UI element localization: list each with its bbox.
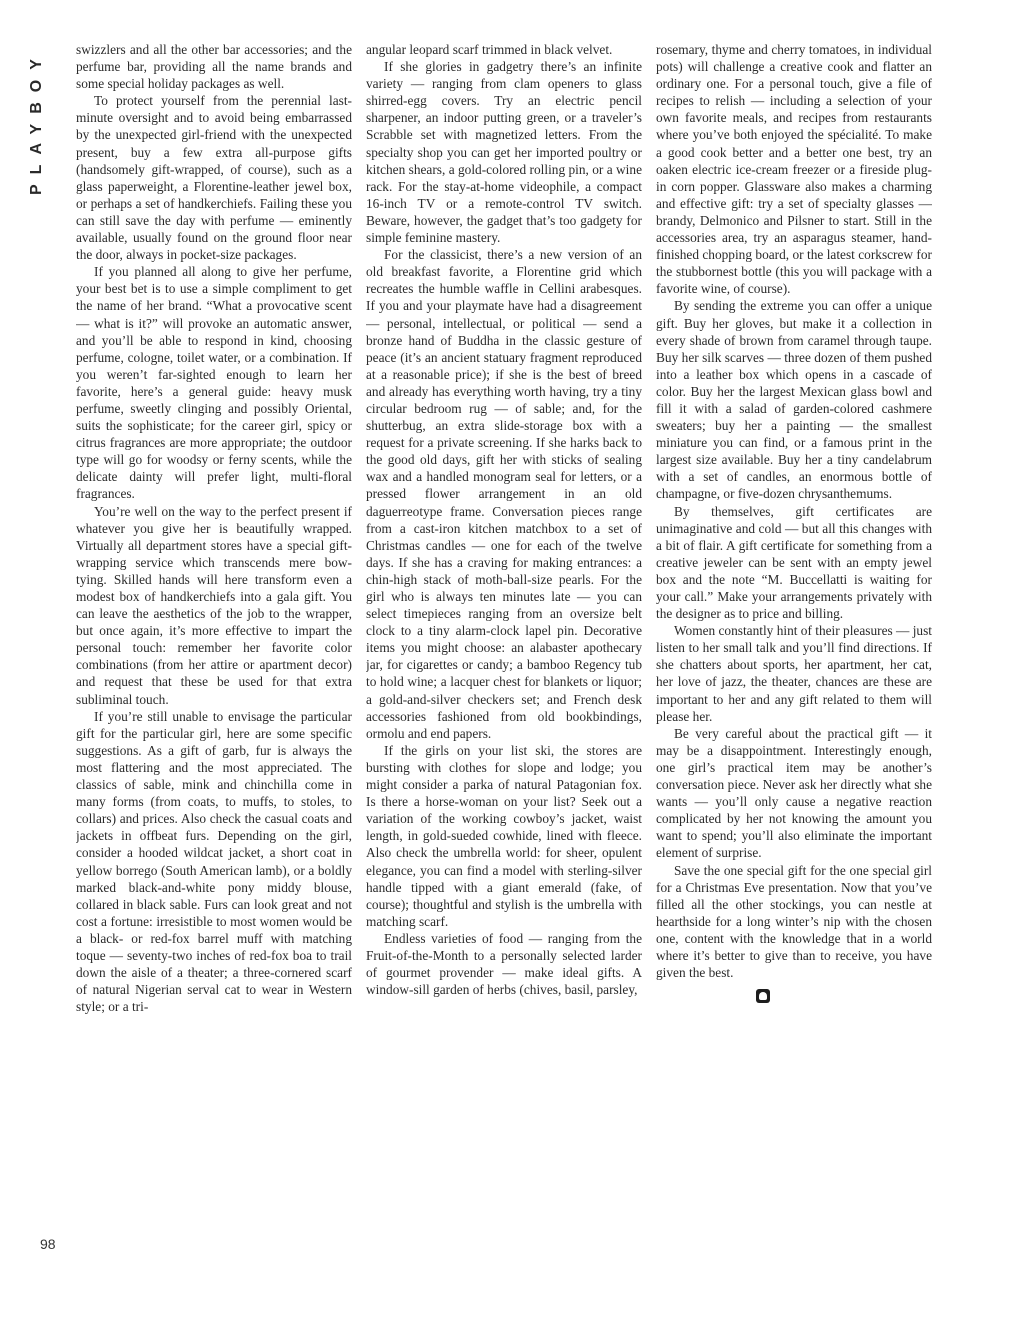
text-column-1 — [76, 41, 352, 1266]
paragraph: rosemary, thyme and cherry tomatoes, in individual pots) will challenge a creative cook and flatter an ordinary one. For a personal touch, give a file of recipes to relish — including a selection of your own favorite meals, and recipes from restaurants where you’ve both enjoyed the spécialité. To make a good cook better and a better one best, try an oaken electric ice-cream freezer or a fireside plug-in corn popper. Glassware also makes a charming and effective gift: try a set of specialty glasses — brandy, Delmonico and Pilsner to start. Still in the accessories area, try an asparagus steamer, hand-finished chopping board, or the latest corkscrew for the stubbornest bottle (this you will package with a favorite wine, of course). — [656, 42, 932, 297]
paragraph: angular leopard scarf trimmed in black velvet. — [366, 42, 613, 57]
paragraph: Save the one special gift for the one special girl for a Christmas Eve presentation. Now that you’ve filled all the other stockings, you can nestle at hearthside for a long winter’s nip with the chosen one, content with the knowledge that in a world where it’s better to give than to receive, you have given the best. — [656, 862, 932, 981]
masthead — [28, 40, 58, 210]
paragraph: For the classicist, there’s a new version of an old breakfast favorite, a Florentine grid which recreates the humble waffle in Cellini arabesques. If you and your playmate have had a disagreement — personal, intellectual, or political — send a bronze hand of Buddha in the classic gesture of peace (it’s an ancient statuary fragment reproduced at a reasonable price); if she is the best of breed and already has everything worth having, try a tiny circular bedroom rug — of sable; and, for the shutterbug, an extra slide-storage box with a request for a private screening. If she harks back to the good old days, gift her with sticks of sealing wax and a handled monogram seal for letters, or a pressed flower arrangement in an old daguerreotype frame. Conversation pieces range from a cast-iron kitchen matchbox to a set of Christmas candles — one for each of the twelve days. If she has a craving for making entrances: a chin-high stack of moth-ball-size pearls. For the girl who is always ten minutes late — you can select timepieces ranging from an oversize belt clock to a tiny alarm-clock lapel pin. Decorative items you might choose: an alabaster apothecary jar, for cigarettes or candy; a bamboo Regency tub to hold wine; a lacquer chest for blankets or liquor; a gold-and-silver checkers set; and French desk accessories fashioned from old bookbindings, ormolu and end papers. — [366, 247, 642, 741]
paragraph: You’re well on the way to the perfect present if whatever you give her is beautifully wrapped. Virtually all department stores have a special gift-wrapping service which transcends mere bow-tying. Skilled hands will here transform even a modest box of handkerchiefs into a gala gift. You can leave the aesthetics of the job to the wrapper, but once again, it’s more effective to impart the personal touch: remember her favorite color combinations (from her attire or apartment decor) and request that these be used for that extra subliminal touch. — [76, 503, 352, 707]
paragraph: To protect yourself from the perennial last-minute oversight and to avoid being embarrassed by the unexpected girl-friend with the unexpected present, buy a few extra all-purpose gifts (handsomely gift-wrapped, of course), such as a glass paperweight, a Florentine-leather jewel box, or perhaps a set of handkerchiefs. Failing these you can still save the day with perfume — eminently available, usually found on the ground floor near the door, always in pocket-size packages. — [76, 93, 352, 263]
paragraph: Women constantly hint of their pleasures — just listen to her small talk and you’ll find directions. If she chatters about sports, her apartment, her cat, her love of jazz, the theater, chances are these are important to her and any gift related to them will please her. — [656, 623, 932, 724]
text-column-3 — [656, 41, 932, 1266]
paragraph: If she glories in gadgetry there’s an infinite variety — ranging from clam openers to glass shirred-egg covers. Try an electric pencil sharpener, an indoor putting green, or a traveler’s Scrabble set with magnetized letters. From the specialty shop you can get her imported poultry or kitchen shears, a gold-colored rolling pin, or a wine rack. For the stay-at-home videophile, a compact 16-inch TV or a remote-control TV switch. Beware, however, the gadget that’s too gadgety for simple feminine mastery. — [366, 59, 642, 246]
masthead-title: PLAYBOY — [28, 49, 45, 195]
text-column-2 — [366, 41, 642, 1266]
paragraph: If you’re still unable to envisage the particular gift for the particular girl, here are some specific suggestions. As a gift of garb, fur is always the most flattering and the most appreciated. The classics of sable, mink and chinchilla come in many forms (from coats, to muffs, to stoles, to collars) and prices. Also check the casual coats and jackets in offbeat furs. Depending on the girl, consider a hooded wildcat jacket, a short coat in yellow borrego (South American lamb), or a boldly marked black-and-white pony middy blouse, collared in black sable. Furs can look great and not cost a fortune: irresistible to most women would be a black- or red-fox barrel muff with matching toque — seventy-two inches of red-fox boa to trail down the aisle of a theater; a three-cornered scarf of natural Nigerian serval cat to wear in Western style; or a tri- — [76, 708, 352, 1015]
end-mark-icon — [756, 989, 770, 1003]
paragraph: By sending the extreme you can offer a unique gift. Buy her gloves, but make it a collection in every shade of brown from caramel through taupe. Buy her silk scarves — three dozen of them pushed into a leather box which opens in a cascade of color. Buy her the largest Mexican glass bowl and fill it with a salad of garden-colored cashmere sweaters; buy her a painting — the smallest miniature you can find, or a famous print in the largest size available. Buy her a tiny candelabrum with a set of candles, an enormous bottle of champagne, or five-dozen chrysanthemums. — [656, 298, 932, 502]
paragraph: If you planned all along to give her perfume, your best bet is to use a simple compliment to get the name of her brand. “What a provocative scent — what is it?” will provoke an automatic answer, and you’ll be able to respond in kind, choosing perfume, cologne, toilet water, or a combination. If you weren’t far-sighted enough to learn her favorite, here’s a general guide: heavy musk perfume, sweetly clinging and possibly Oriental, suits the sophisticate; for the career girl, spicy or citrus fragrances are more appropriate; the outdoor type will go for woodsy or ferny scents, while the delicate dainty will prefer light, multi-floral fragrances. — [76, 264, 352, 502]
paragraph: Be very careful about the practical gift — it may be a disappointment. Interestingly enough, one girl’s practical item may be another’s conversation piece. Never ask her directly what she wants — you’ll only cause a negative reaction complicated by her not knowing the amount you want to spend; you’ll also eliminate the important element of surprise. — [656, 725, 932, 861]
paragraph: By themselves, gift certificates are unimaginative and cold — but all this changes with a bit of flair. A gift certificate for something from a creative jeweler can be sent with an empty jewel box and the note “M. Buccellatti is waiting for your call.” Make your arrangements privately with the designer as to price and billing. — [656, 503, 932, 622]
paragraph: If the girls on your list ski, the stores are bursting with clothes for slope and lodge; you might consider a parka of natural Patagonian fox. Is there a horse-woman on your list? Seek out a variation of the working cowboy’s jacket, waist length, in gold-sueded cowhide, lined with fleece. Also check the umbrella world: for sheer, opulent elegance, you can find a model with sterling-silver handle tipped with a giant emerald (fake, of course); thoughtful and stylish is the umbrella with matching scarf. — [366, 742, 642, 929]
page-number: 98 — [40, 1236, 56, 1252]
paragraph: Endless varieties of food — ranging from the Fruit-of-the-Month to a personally selected larder of gourmet provender — make ideal gifts. A window-sill garden of herbs (chives, basil, parsley, — [366, 930, 642, 998]
paragraph: swizzlers and all the other bar accessories; and the perfume bar, providing all the name brands and some special holiday packages as well. — [76, 42, 352, 92]
